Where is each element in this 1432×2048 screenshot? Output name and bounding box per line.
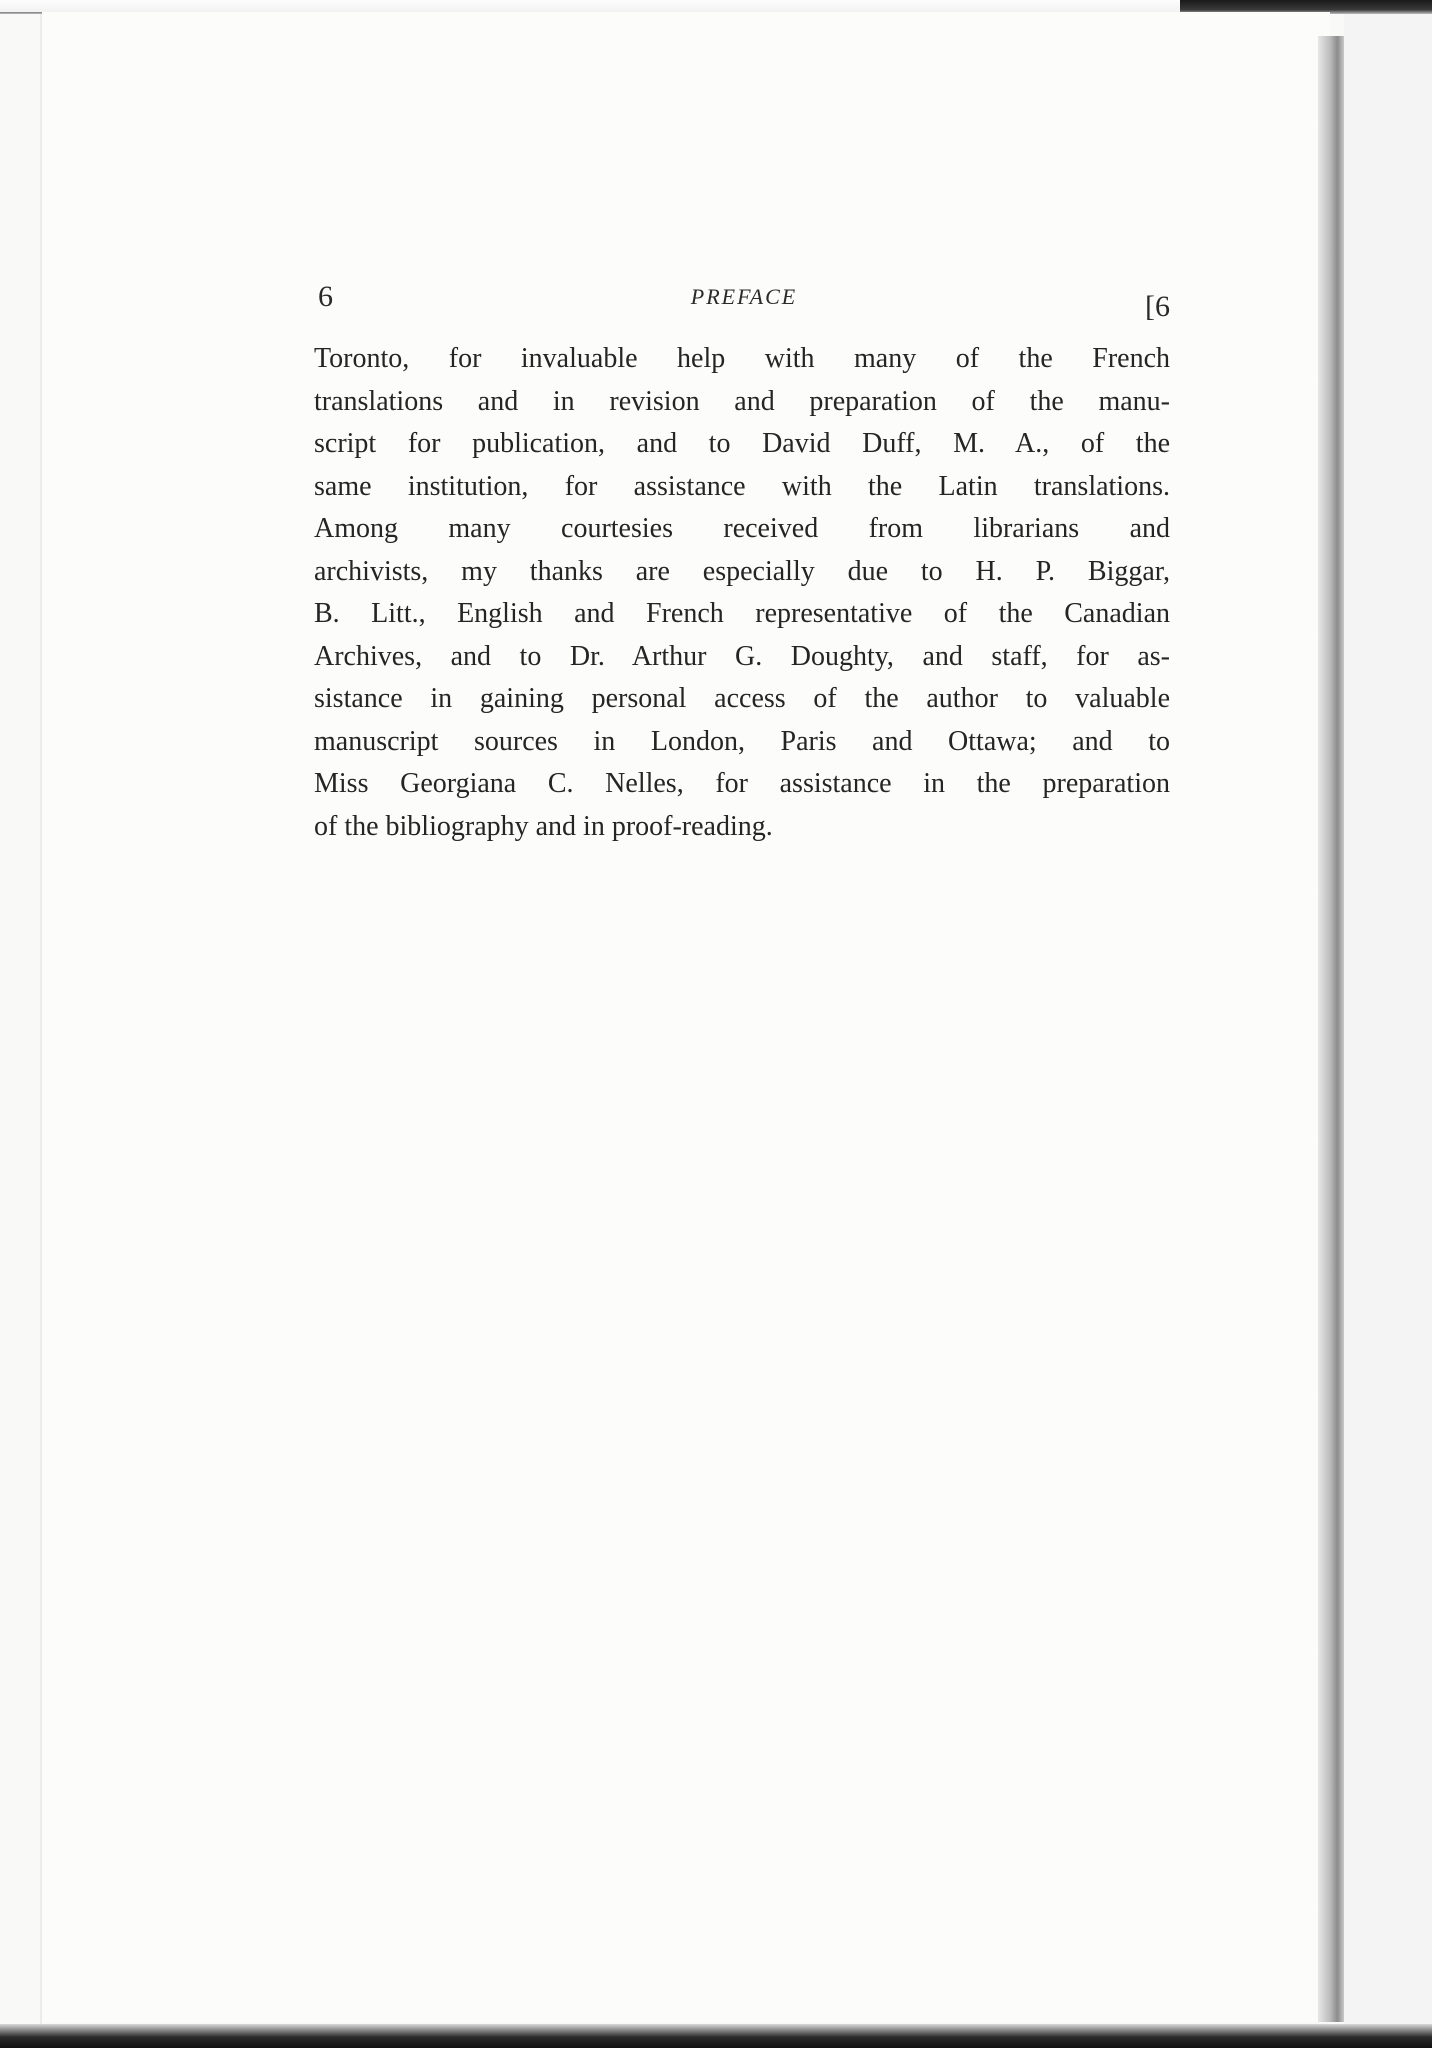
page-number-right: [6	[1145, 290, 1170, 323]
text-line: sistance in gaining personal access of the author to valuable	[314, 683, 1170, 714]
text-line: same institution, for assistance with the Latin translations.	[314, 470, 1170, 502]
text-line: Miss Georgiana C. Nelles, for assistance in the preparation	[314, 768, 1170, 799]
scan-top-edge-paper	[0, 0, 1180, 12]
page-number-left: 6	[318, 280, 333, 313]
scan-bottom-edge	[0, 2024, 1432, 2048]
text-line-last: of the bibliography and in proof-reading.	[314, 810, 773, 842]
running-header	[318, 280, 1170, 330]
text-line: Toronto, for invaluable help with many of the French	[314, 343, 1170, 374]
text-line: script for publication, and to David Duff, M. A., of the	[314, 428, 1170, 459]
running-title: PREFACE	[690, 284, 798, 309]
text-line: manuscript sources in London, Paris and Ottawa; and to	[314, 725, 1170, 757]
text-line: Archives, and to Dr. Arthur G. Doughty, and staff, for as-	[314, 640, 1170, 672]
page-gutter-shadow	[1318, 36, 1344, 2022]
text-line: B. Litt., English and French representative of the Canadian	[314, 598, 1170, 629]
text-line: translations and in revision and preparation of the manu-	[314, 385, 1170, 417]
body-paragraph	[314, 338, 1170, 848]
text-line: archivists, my thanks are especially due to H. P. Biggar,	[314, 555, 1170, 587]
text-line: Among many courtesies received from librarians and	[314, 513, 1170, 544]
scan-right-margin	[1344, 14, 1432, 2048]
